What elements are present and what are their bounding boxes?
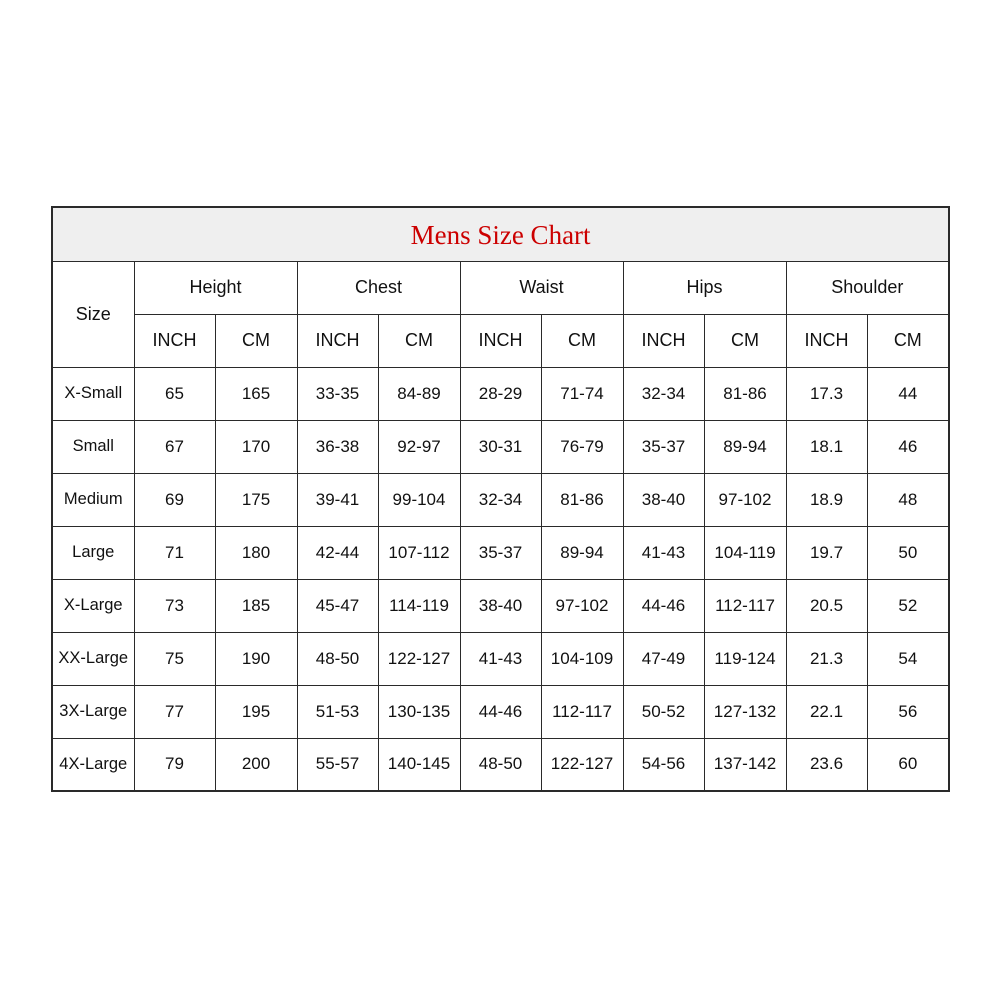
waist-inch-cell: 32-34 bbox=[460, 473, 541, 526]
hips-inch-cell: 44-46 bbox=[623, 579, 704, 632]
waist-cm-cell: 76-79 bbox=[541, 420, 623, 473]
chest-cm-cell: 84-89 bbox=[378, 367, 460, 420]
hips-inch-cell: 32-34 bbox=[623, 367, 704, 420]
height-cm-cell: 180 bbox=[215, 526, 297, 579]
waist-inch-cell: 28-29 bbox=[460, 367, 541, 420]
title-row bbox=[52, 207, 949, 261]
chest-cm-header: CM bbox=[378, 314, 460, 367]
table-row bbox=[52, 526, 949, 579]
chest-cm-cell: 140-145 bbox=[378, 738, 460, 791]
chest-inch-cell: 42-44 bbox=[297, 526, 378, 579]
chest-cm-cell: 107-112 bbox=[378, 526, 460, 579]
waist-inch-cell: 41-43 bbox=[460, 632, 541, 685]
waist-inch-cell: 30-31 bbox=[460, 420, 541, 473]
size-label-cell: Large bbox=[52, 526, 134, 579]
size-label-cell: 4X-Large bbox=[52, 738, 134, 791]
chest-inch-cell: 36-38 bbox=[297, 420, 378, 473]
hips-cm-cell: 89-94 bbox=[704, 420, 786, 473]
size-column-header: Size bbox=[52, 261, 134, 367]
chest-header: Chest bbox=[297, 261, 460, 314]
table-row bbox=[52, 632, 949, 685]
hips-cm-cell: 97-102 bbox=[704, 473, 786, 526]
height-inch-cell: 67 bbox=[134, 420, 215, 473]
chest-inch-cell: 33-35 bbox=[297, 367, 378, 420]
shoulder-cm-cell: 44 bbox=[867, 367, 949, 420]
shoulder-cm-cell: 54 bbox=[867, 632, 949, 685]
waist-inch-header: INCH bbox=[460, 314, 541, 367]
hips-inch-header: INCH bbox=[623, 314, 704, 367]
shoulder-inch-cell: 21.3 bbox=[786, 632, 867, 685]
chest-inch-cell: 45-47 bbox=[297, 579, 378, 632]
hips-inch-cell: 50-52 bbox=[623, 685, 704, 738]
chart-title: Mens Size Chart bbox=[52, 207, 949, 261]
height-cm-cell: 175 bbox=[215, 473, 297, 526]
shoulder-inch-cell: 18.1 bbox=[786, 420, 867, 473]
shoulder-cm-cell: 48 bbox=[867, 473, 949, 526]
waist-cm-cell: 97-102 bbox=[541, 579, 623, 632]
waist-cm-cell: 104-109 bbox=[541, 632, 623, 685]
size-label-cell: 3X-Large bbox=[52, 685, 134, 738]
shoulder-cm-cell: 60 bbox=[867, 738, 949, 791]
table-row bbox=[52, 420, 949, 473]
chest-inch-cell: 51-53 bbox=[297, 685, 378, 738]
hips-cm-cell: 119-124 bbox=[704, 632, 786, 685]
shoulder-inch-cell: 23.6 bbox=[786, 738, 867, 791]
shoulder-cm-header: CM bbox=[867, 314, 949, 367]
waist-cm-cell: 81-86 bbox=[541, 473, 623, 526]
shoulder-inch-cell: 22.1 bbox=[786, 685, 867, 738]
chest-cm-cell: 122-127 bbox=[378, 632, 460, 685]
shoulder-cm-cell: 46 bbox=[867, 420, 949, 473]
size-label-cell: XX-Large bbox=[52, 632, 134, 685]
height-inch-header: INCH bbox=[134, 314, 215, 367]
waist-cm-header: CM bbox=[541, 314, 623, 367]
height-inch-cell: 65 bbox=[134, 367, 215, 420]
height-cm-cell: 200 bbox=[215, 738, 297, 791]
chest-inch-cell: 55-57 bbox=[297, 738, 378, 791]
table-row bbox=[52, 367, 949, 420]
shoulder-cm-cell: 50 bbox=[867, 526, 949, 579]
size-label-cell: X-Large bbox=[52, 579, 134, 632]
shoulder-cm-cell: 52 bbox=[867, 579, 949, 632]
hips-cm-cell: 127-132 bbox=[704, 685, 786, 738]
chest-cm-cell: 92-97 bbox=[378, 420, 460, 473]
hips-inch-cell: 35-37 bbox=[623, 420, 704, 473]
table-row bbox=[52, 738, 949, 791]
height-cm-cell: 170 bbox=[215, 420, 297, 473]
size-chart-table bbox=[51, 206, 950, 792]
shoulder-inch-header: INCH bbox=[786, 314, 867, 367]
chest-inch-header: INCH bbox=[297, 314, 378, 367]
table-row bbox=[52, 685, 949, 738]
hips-cm-cell: 104-119 bbox=[704, 526, 786, 579]
chest-inch-cell: 39-41 bbox=[297, 473, 378, 526]
hips-cm-header: CM bbox=[704, 314, 786, 367]
height-inch-cell: 79 bbox=[134, 738, 215, 791]
height-inch-cell: 69 bbox=[134, 473, 215, 526]
size-label-cell: Small bbox=[52, 420, 134, 473]
table-row bbox=[52, 579, 949, 632]
waist-inch-cell: 38-40 bbox=[460, 579, 541, 632]
height-cm-cell: 190 bbox=[215, 632, 297, 685]
height-cm-cell: 195 bbox=[215, 685, 297, 738]
waist-cm-cell: 122-127 bbox=[541, 738, 623, 791]
table-row bbox=[52, 473, 949, 526]
size-label-cell: X-Small bbox=[52, 367, 134, 420]
height-cm-header: CM bbox=[215, 314, 297, 367]
height-inch-cell: 75 bbox=[134, 632, 215, 685]
shoulder-cm-cell: 56 bbox=[867, 685, 949, 738]
shoulder-inch-cell: 20.5 bbox=[786, 579, 867, 632]
shoulder-inch-cell: 19.7 bbox=[786, 526, 867, 579]
hips-cm-cell: 81-86 bbox=[704, 367, 786, 420]
waist-cm-cell: 89-94 bbox=[541, 526, 623, 579]
unit-header-row bbox=[52, 314, 949, 367]
hips-inch-cell: 54-56 bbox=[623, 738, 704, 791]
chest-cm-cell: 130-135 bbox=[378, 685, 460, 738]
height-cm-cell: 165 bbox=[215, 367, 297, 420]
hips-header: Hips bbox=[623, 261, 786, 314]
height-cm-cell: 185 bbox=[215, 579, 297, 632]
waist-inch-cell: 35-37 bbox=[460, 526, 541, 579]
hips-cm-cell: 137-142 bbox=[704, 738, 786, 791]
waist-inch-cell: 48-50 bbox=[460, 738, 541, 791]
height-header: Height bbox=[134, 261, 297, 314]
hips-cm-cell: 112-117 bbox=[704, 579, 786, 632]
waist-cm-cell: 112-117 bbox=[541, 685, 623, 738]
height-inch-cell: 73 bbox=[134, 579, 215, 632]
height-inch-cell: 71 bbox=[134, 526, 215, 579]
chest-inch-cell: 48-50 bbox=[297, 632, 378, 685]
size-label-cell: Medium bbox=[52, 473, 134, 526]
hips-inch-cell: 38-40 bbox=[623, 473, 704, 526]
waist-header: Waist bbox=[460, 261, 623, 314]
group-header-row bbox=[52, 261, 949, 314]
waist-cm-cell: 71-74 bbox=[541, 367, 623, 420]
shoulder-inch-cell: 18.9 bbox=[786, 473, 867, 526]
height-inch-cell: 77 bbox=[134, 685, 215, 738]
chest-cm-cell: 99-104 bbox=[378, 473, 460, 526]
chest-cm-cell: 114-119 bbox=[378, 579, 460, 632]
hips-inch-cell: 41-43 bbox=[623, 526, 704, 579]
hips-inch-cell: 47-49 bbox=[623, 632, 704, 685]
shoulder-inch-cell: 17.3 bbox=[786, 367, 867, 420]
waist-inch-cell: 44-46 bbox=[460, 685, 541, 738]
shoulder-header: Shoulder bbox=[786, 261, 949, 314]
